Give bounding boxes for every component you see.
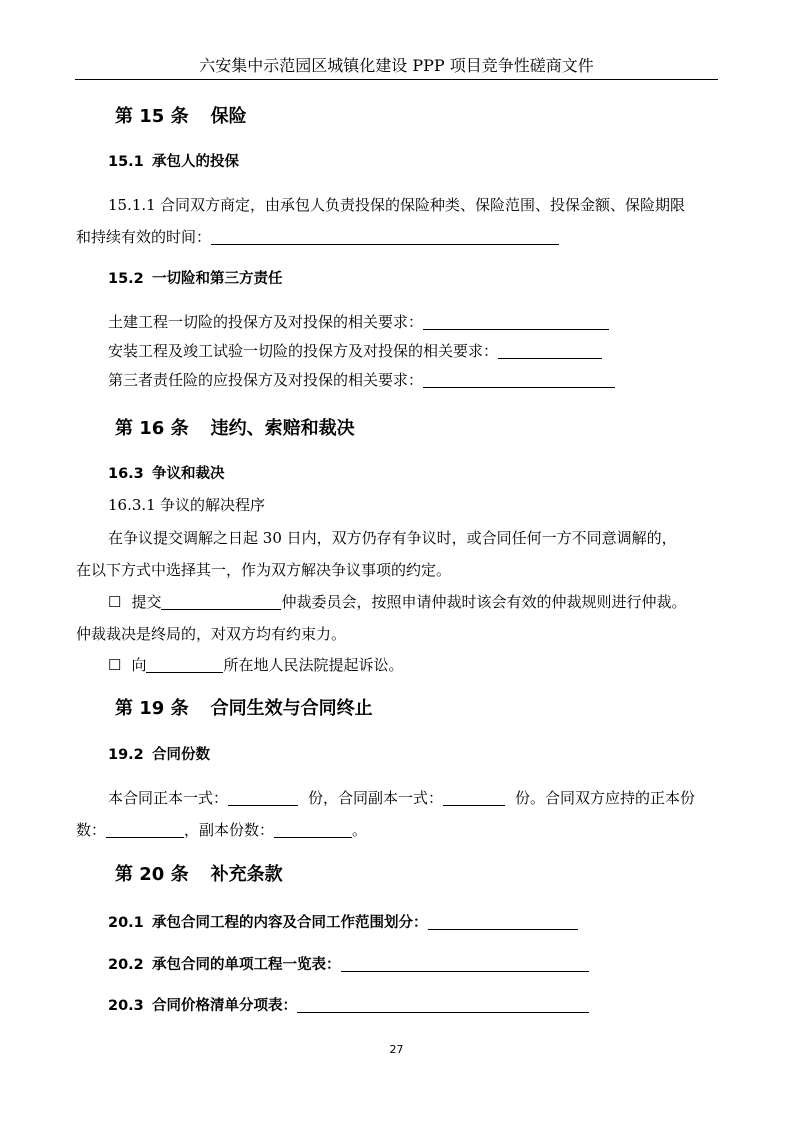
section-number: 16.3 xyxy=(108,466,144,482)
line-text: 份，合同副本一式： xyxy=(308,789,444,807)
clause-title: 争议的解决程序 xyxy=(160,496,266,514)
header-rule xyxy=(75,79,718,80)
section-20-2 xyxy=(108,955,589,975)
fill-in-blank[interactable] xyxy=(146,656,223,673)
checkbox-icon[interactable]: ☐ xyxy=(108,656,122,674)
insurance-line-civil xyxy=(108,312,609,332)
option-text: 提交 xyxy=(131,593,162,611)
copies-line1 xyxy=(108,788,695,808)
article-number: 第 20 条 xyxy=(115,864,189,885)
fill-in-blank[interactable] xyxy=(498,342,602,359)
section-title: 合同价格清单分项表： xyxy=(152,998,297,1014)
section-15-2-heading xyxy=(108,269,283,289)
option-text: 向 xyxy=(131,656,147,674)
clause-text-continued: 和持续有效的时间： xyxy=(76,228,212,246)
section-number: 20.2 xyxy=(108,957,144,973)
fill-in-blank[interactable] xyxy=(211,228,559,245)
article-number: 第 15 条 xyxy=(115,106,189,127)
clause-number: 15.1.1 xyxy=(108,196,156,214)
fill-in-blank[interactable] xyxy=(228,789,298,806)
clause-15-1-1 xyxy=(108,195,685,215)
fill-in-blank[interactable] xyxy=(423,371,615,388)
insurance-line-third-party xyxy=(108,370,615,390)
option-text: 仲裁委员会，按照申请仲裁时该会有效的仲裁规则进行仲裁。 xyxy=(281,593,687,611)
clause-16-3-1 xyxy=(108,495,265,515)
article-title: 合同生效与合同终止 xyxy=(210,698,373,719)
article-title: 违约、索赔和裁决 xyxy=(210,418,355,439)
line-text: 数： xyxy=(76,821,107,839)
option-text: 所在地人民法院提起诉讼。 xyxy=(223,656,404,674)
arbitration-option xyxy=(108,592,686,612)
dispute-paragraph-line2: 在以下方式中选择其一，作为双方解决争议事项的约定。 xyxy=(76,561,452,579)
section-20-1 xyxy=(108,913,578,933)
section-number: 19.2 xyxy=(108,747,144,763)
copies-line2 xyxy=(76,820,367,840)
section-title: 一切险和第三方责任 xyxy=(152,271,283,287)
fill-in-blank[interactable] xyxy=(428,913,578,930)
page-number: 27 xyxy=(389,1043,404,1056)
article-19-heading xyxy=(115,698,373,720)
line-text: 第三者责任险的应投保方及对投保的相关要求： xyxy=(108,371,424,389)
section-title: 争议和裁决 xyxy=(152,466,225,482)
section-title: 承包合同工程的内容及合同工作范围划分： xyxy=(152,915,428,931)
section-20-3 xyxy=(108,996,589,1016)
insurance-line-installation xyxy=(108,341,602,361)
dispute-paragraph-line1: 在争议提交调解之日起 30 日内，双方仍存有争议时，或合同任何一方不同意调解的， xyxy=(108,529,677,547)
line-text: 。 xyxy=(352,821,368,839)
fill-in-blank[interactable] xyxy=(443,789,505,806)
line-text: 份。合同双方应持的正本份 xyxy=(515,789,696,807)
section-title: 合同份数 xyxy=(152,747,210,763)
article-title: 保险 xyxy=(210,106,247,127)
fill-in-blank[interactable] xyxy=(161,593,281,610)
line-text: 本合同正本一式： xyxy=(108,789,229,807)
fill-in-blank[interactable] xyxy=(297,996,589,1013)
clause-number: 16.3.1 xyxy=(108,496,156,514)
line-text: 安装工程及竣工试验一切险的投保方及对投保的相关要求： xyxy=(108,342,499,360)
article-number: 第 16 条 xyxy=(115,418,189,439)
section-number: 20.3 xyxy=(108,998,144,1014)
article-title: 补充条款 xyxy=(210,864,283,885)
litigation-option xyxy=(108,655,403,675)
article-20-heading xyxy=(115,864,283,886)
clause-15-1-1-cont xyxy=(76,227,559,247)
section-title: 承包合同的单项工程一览表： xyxy=(152,957,341,973)
arbitration-option-cont: 仲裁裁决是终局的，对双方均有约束力。 xyxy=(76,625,347,643)
article-16-heading xyxy=(115,418,355,440)
section-number: 15.2 xyxy=(108,271,144,287)
article-number: 第 19 条 xyxy=(115,698,189,719)
fill-in-blank[interactable] xyxy=(274,821,352,838)
section-title: 承包人的投保 xyxy=(152,154,239,170)
section-16-3-heading xyxy=(108,464,225,484)
section-15-1-heading xyxy=(108,152,239,172)
checkbox-icon[interactable]: ☐ xyxy=(108,593,122,611)
fill-in-blank[interactable] xyxy=(106,821,184,838)
fill-in-blank[interactable] xyxy=(423,313,609,330)
section-number: 20.1 xyxy=(108,915,144,931)
clause-text: 合同双方商定，由承包人负责投保的保险种类、保险范围、投保金额、保险期限 xyxy=(160,196,686,214)
line-text: ，副本份数： xyxy=(184,821,275,839)
article-15-heading xyxy=(115,106,247,128)
line-text: 土建工程一切险的投保方及对投保的相关要求： xyxy=(108,313,424,331)
section-number: 15.1 xyxy=(108,154,144,170)
fill-in-blank[interactable] xyxy=(341,955,589,972)
page-header: 六安集中示范园区城镇化建设 PPP 项目竞争性磋商文件 xyxy=(199,56,594,75)
section-19-2-heading xyxy=(108,745,210,765)
